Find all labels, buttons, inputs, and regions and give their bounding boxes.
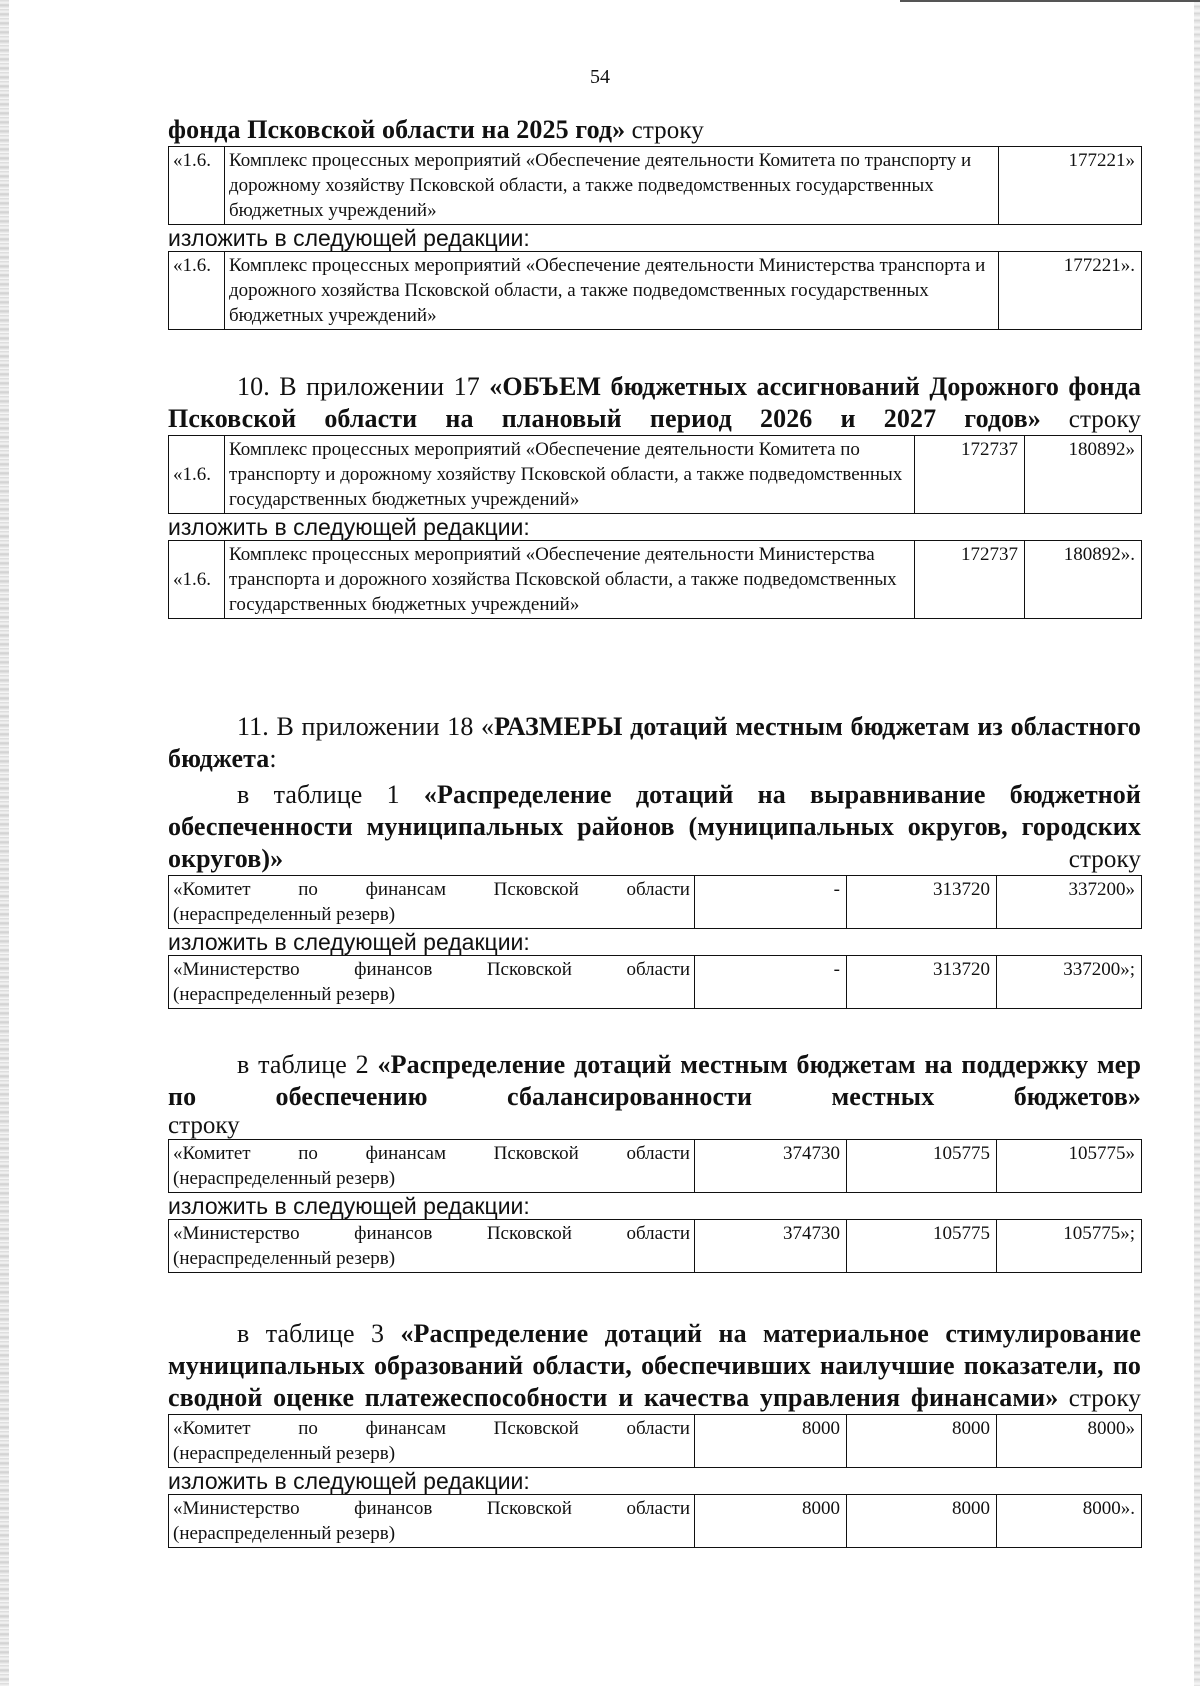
row-name-line-2: (нераспределенный резерв)	[173, 1168, 396, 1189]
word: финансам	[365, 1143, 446, 1164]
row-value-1: -	[695, 956, 847, 1009]
section-10-heading	[168, 371, 1141, 435]
word: Псковской	[493, 1418, 579, 1439]
table-row	[169, 876, 1142, 929]
word: «Комитет	[173, 1143, 251, 1164]
row-value-1: 8000	[695, 1495, 847, 1548]
table-row	[169, 956, 1142, 1009]
table-2-lead: изложить в следующей редакции:	[168, 1193, 530, 1219]
table-row	[169, 1140, 1142, 1193]
row-value-1: -	[695, 876, 847, 929]
table-2-tail: строку	[168, 1112, 240, 1139]
section-11-bold: РАЗМЕРЫ дотаций местным бюджетам из областного бюджета	[168, 712, 1141, 773]
section-11-tail: :	[269, 744, 277, 773]
row-value-1: 374730	[695, 1220, 847, 1273]
row-value-2026: 172737	[915, 541, 1025, 619]
section-10-tail: строку	[1040, 406, 1141, 433]
table-2-new	[168, 1219, 1142, 1273]
row-name-line-2: (нераспределенный резерв)	[173, 1248, 396, 1269]
row-value-1: 374730	[695, 1140, 847, 1193]
row-value-3: 105775»;	[997, 1220, 1142, 1273]
scan-edge-right	[1194, 0, 1200, 1686]
section-9-bold: фонда Псковской области на 2025 год»	[168, 115, 626, 144]
row-name	[169, 1140, 695, 1193]
table-1-lead: изложить в следующей редакции:	[168, 929, 530, 955]
row-value-2: 8000	[847, 1415, 997, 1468]
row-value-2: 313720	[847, 956, 997, 1009]
section-10-intro: 10. В приложении 17	[237, 372, 490, 401]
section-9-new-table	[168, 251, 1142, 330]
row-name-line-1	[173, 957, 690, 982]
row-value-2: 313720	[847, 876, 997, 929]
row-name-line-2: (нераспределенный резерв)	[173, 984, 396, 1005]
page-number: 54	[590, 66, 610, 88]
row-value-2027: 180892»	[1025, 436, 1142, 514]
section-11-heading	[168, 711, 1141, 775]
row-number: «1.6.	[169, 252, 225, 330]
word: области	[626, 1143, 690, 1164]
word: области	[626, 879, 690, 900]
section-10-new-table	[168, 540, 1142, 619]
table-3-lead: изложить в следующей редакции:	[168, 1468, 530, 1494]
section-10-lead: изложить в следующей редакции:	[168, 514, 530, 540]
row-name-line-1	[173, 1221, 690, 1246]
table-1-bold: «Распределение дотаций на выравнивание бюджетной обеспеченности муниципальных районов (муниципальных округов, городских округов)»	[168, 780, 1141, 873]
word: финансов	[354, 959, 433, 980]
table-1-tail: строку	[283, 846, 1141, 873]
row-value: 177221»	[999, 147, 1142, 225]
word: «Министерство	[173, 959, 300, 980]
table-1-old	[168, 875, 1142, 929]
row-name-line-1	[173, 1416, 690, 1441]
table-row	[169, 1495, 1142, 1548]
row-name	[169, 1415, 695, 1468]
word: Псковской	[486, 1223, 572, 1244]
row-name	[169, 1495, 695, 1548]
table-3-new	[168, 1494, 1142, 1548]
word: финансам	[365, 1418, 446, 1439]
row-number: «1.6.	[169, 541, 225, 619]
row-value-3: 337200»	[997, 876, 1142, 929]
section-9-lead: изложить в следующей редакции:	[168, 225, 530, 251]
section-11-intro: 11. В приложении 18 «	[237, 712, 495, 741]
word: финансов	[354, 1498, 433, 1519]
row-value-2026: 172737	[915, 436, 1025, 514]
table-1-intro: в таблице 1	[237, 780, 424, 809]
word: Псковской	[493, 879, 579, 900]
row-name: Комплекс процессных мероприятий «Обеспечение деятельности Министерства транспорта и дорожного хозяйства Псковской области, а также подведомственных государственных бюджетных учреждений»	[225, 541, 915, 619]
table-1-heading	[168, 779, 1141, 875]
row-name: Комплекс процессных мероприятий «Обеспечение деятельности Министерства транспорта и дорожного хозяйства Псковской области, а также подведомственных государственных бюджетных учреждений»	[225, 252, 999, 330]
word: Псковской	[493, 1143, 579, 1164]
table-3-tail: строку	[1058, 1385, 1141, 1412]
word: Псковской	[486, 1498, 572, 1519]
table-3-intro: в таблице 3	[237, 1319, 401, 1348]
word: области	[626, 1223, 690, 1244]
row-value-2: 105775	[847, 1140, 997, 1193]
word: по	[298, 1143, 318, 1164]
word: области	[626, 1498, 690, 1519]
row-name-line-1	[173, 1141, 690, 1166]
row-value-3: 8000».	[997, 1495, 1142, 1548]
row-name-line-2: (нераспределенный резерв)	[173, 1523, 396, 1544]
row-name	[169, 956, 695, 1009]
table-2-intro: в таблице 2	[237, 1050, 378, 1079]
row-value-3: 8000»	[997, 1415, 1142, 1468]
word: финансов	[354, 1223, 433, 1244]
row-value-2: 8000	[847, 1495, 997, 1548]
word: по	[298, 1418, 318, 1439]
row-name-line-2: (нераспределенный резерв)	[173, 904, 396, 925]
row-value-2: 105775	[847, 1220, 997, 1273]
word: области	[626, 959, 690, 980]
table-3-bold: «Распределение дотаций на материальное стимулирование муниципальных образований области, обеспечивших наилучшие показатели, по сводной оценке платежеспособности и качества управления финансами»	[168, 1319, 1141, 1412]
table-2-section	[168, 1049, 1141, 1273]
table-2-bold: «Распределение дотаций местным бюджетам на поддержку мер по обеспечению сбалансированности местных бюджетов»	[168, 1050, 1142, 1111]
word: финансам	[365, 879, 446, 900]
row-name-line-1	[173, 1496, 690, 1521]
row-name-line-1	[173, 877, 690, 902]
table-3-heading	[168, 1318, 1141, 1414]
table-1-section	[168, 779, 1141, 1009]
word: «Комитет	[173, 1418, 251, 1439]
word: Псковской	[486, 959, 572, 980]
table-2-heading	[168, 1049, 1141, 1113]
table-row	[169, 147, 1142, 225]
word: по	[298, 879, 318, 900]
table-3-old	[168, 1414, 1142, 1468]
row-value-1: 8000	[695, 1415, 847, 1468]
row-value-2027: 180892».	[1025, 541, 1142, 619]
row-name: Комплекс процессных мероприятий «Обеспечение деятельности Комитета по транспорту и дорожному хозяйству Псковской области, а также подведомственных государственных бюджетных учреждений»	[225, 436, 915, 514]
table-row	[169, 436, 1142, 514]
table-row	[169, 541, 1142, 619]
word: «Министерство	[173, 1223, 300, 1244]
table-row	[169, 252, 1142, 330]
section-10-old-table	[168, 435, 1142, 514]
row-name	[169, 1220, 695, 1273]
table-2-old	[168, 1139, 1142, 1193]
word: «Комитет	[173, 879, 251, 900]
scan-edge-top	[900, 0, 1200, 2]
row-value: 177221».	[999, 252, 1142, 330]
row-value-3: 337200»;	[997, 956, 1142, 1009]
section-9	[168, 114, 1141, 330]
word: области	[626, 1418, 690, 1439]
section-10-bold: «ОБЪЕМ бюджетных ассигнований Дорожного фонда Псковской области на плановый период 2026 и 2027 годов»	[168, 372, 1141, 433]
row-number: «1.6.	[169, 147, 225, 225]
section-10	[168, 371, 1141, 619]
table-1-new	[168, 955, 1142, 1009]
table-row	[169, 1220, 1142, 1273]
row-name: Комплекс процессных мероприятий «Обеспечение деятельности Комитета по транспорту и дорожному хозяйству Псковской области, а также подведомственных государственных бюджетных учреждений»	[225, 147, 999, 225]
scan-edge-left	[0, 0, 9, 1686]
section-9-old-table	[168, 146, 1142, 225]
word: «Министерство	[173, 1498, 300, 1519]
row-value-3: 105775»	[997, 1140, 1142, 1193]
row-number: «1.6.	[169, 436, 225, 514]
table-row	[169, 1415, 1142, 1468]
section-11	[168, 711, 1141, 775]
section-9-heading	[168, 114, 1141, 146]
table-3-section	[168, 1318, 1141, 1548]
row-name-line-2: (нераспределенный резерв)	[173, 1443, 396, 1464]
row-name	[169, 876, 695, 929]
section-9-tail: строку	[625, 117, 704, 144]
